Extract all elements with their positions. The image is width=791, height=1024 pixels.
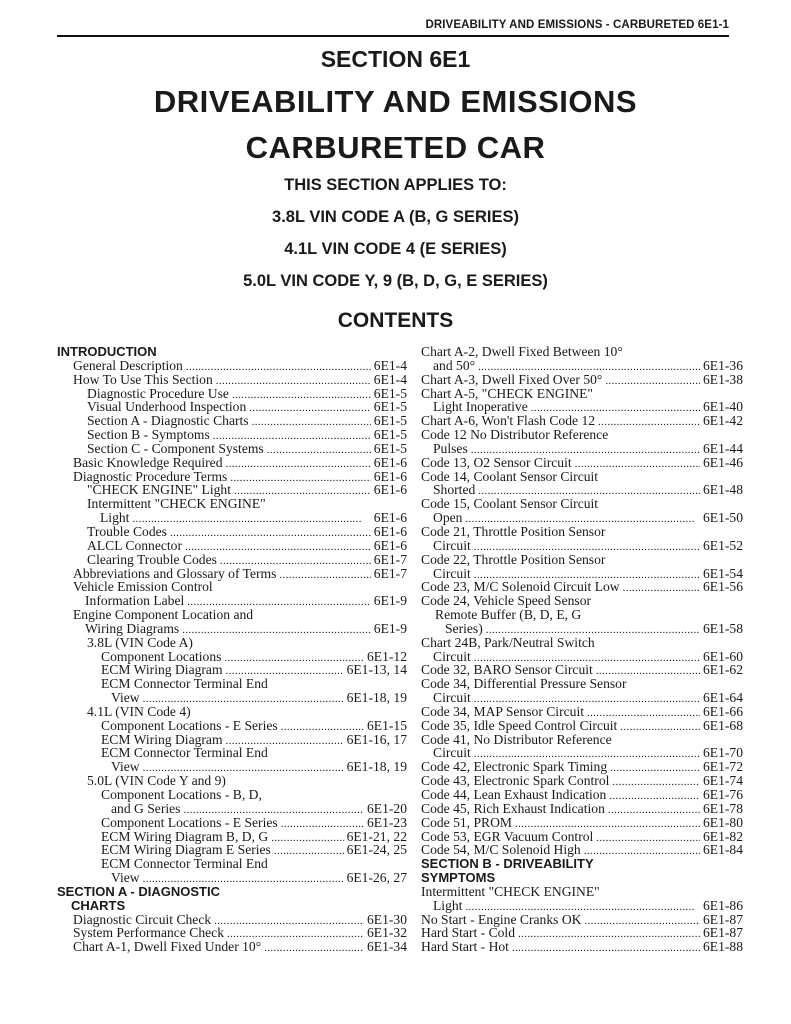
toc-entry-title: Clearing Trouble Codes bbox=[87, 551, 217, 567]
toc-entry-title: Trouble Codes bbox=[87, 523, 167, 539]
engine-line: 3.8L VIN CODE A (B, G SERIES) bbox=[272, 208, 519, 226]
toc-entry-title: System Performance Check bbox=[73, 925, 224, 941]
toc-page-number: 6E1-6 bbox=[373, 482, 407, 498]
toc-entry bbox=[57, 926, 407, 940]
toc-page-number: 6E1-76 bbox=[702, 787, 743, 802]
toc-entry bbox=[421, 567, 743, 581]
toc-entry-title: Pulses bbox=[433, 440, 468, 456]
toc-page-number: 6E1-84 bbox=[702, 842, 743, 858]
toc-entry-title: Circuit bbox=[433, 745, 471, 761]
toc-entry bbox=[421, 608, 743, 622]
toc-entry bbox=[57, 428, 407, 442]
toc-entry-title: ECM Connector Terminal End bbox=[101, 676, 268, 692]
toc-page-number: 6E1-16, 17 bbox=[346, 731, 407, 747]
toc-left-column bbox=[57, 345, 407, 954]
toc-entry bbox=[57, 511, 407, 525]
toc-entry-title: Basic Knowledge Required bbox=[73, 454, 223, 470]
toc-page-number: 6E1-5 bbox=[373, 413, 407, 429]
toc-page-number: 6E1-62 bbox=[702, 662, 743, 678]
toc-entry-title: ECM Connector Terminal End bbox=[101, 745, 268, 761]
toc-entry bbox=[57, 359, 407, 373]
toc-entry-title: Hard Start - Cold bbox=[421, 925, 516, 941]
toc-page-number: 6E1-9 bbox=[373, 620, 407, 636]
toc-page-number: 6E1-88 bbox=[702, 939, 743, 955]
toc-page-number: 6E1-82 bbox=[702, 828, 743, 844]
toc-entry-title: Section A - Diagnostic Charts bbox=[87, 413, 249, 429]
contents-heading: CONTENTS bbox=[337, 309, 454, 332]
toc-section-heading: CHARTS bbox=[71, 897, 126, 913]
toc-entry bbox=[421, 774, 743, 788]
toc-entry bbox=[57, 691, 407, 705]
toc-section-heading: SECTION B - DRIVEABILITY bbox=[421, 856, 594, 872]
toc-entry bbox=[57, 650, 407, 664]
toc-entry-title: Chart A-1, Dwell Fixed Under 10° bbox=[73, 939, 262, 955]
toc-entry-title: Code 22, Throttle Position Sensor bbox=[421, 551, 606, 567]
toc-entry-title: Code 41, No Distributor Reference bbox=[421, 731, 612, 747]
toc-entry bbox=[421, 622, 743, 636]
toc-entry bbox=[421, 483, 743, 497]
toc-page-number: 6E1-60 bbox=[702, 648, 743, 664]
toc-entry bbox=[57, 539, 407, 553]
toc-entry-title: Code 34, Differential Pressure Sensor bbox=[421, 676, 627, 692]
toc-page-number: 6E1-6 bbox=[373, 537, 407, 553]
toc-entry bbox=[57, 553, 407, 567]
dot-leader bbox=[623, 580, 700, 596]
toc-entry bbox=[57, 830, 407, 844]
toc-entry bbox=[421, 650, 743, 664]
toc-section-heading: SYMPTOMS bbox=[421, 870, 496, 886]
toc-entry bbox=[421, 511, 743, 525]
dot-leader bbox=[274, 843, 344, 859]
toc-entry-title: Abbreviations and Glossary of Terms bbox=[73, 565, 277, 581]
toc-entry bbox=[57, 567, 407, 581]
toc-page-number: 6E1-30 bbox=[366, 911, 407, 927]
toc-entry-title: Component Locations bbox=[101, 648, 222, 664]
toc-entry-title: Visual Underhood Inspection bbox=[87, 399, 247, 415]
toc-entry bbox=[57, 677, 407, 691]
toc-entry-title: Code 45, Rich Exhaust Indication bbox=[421, 800, 605, 816]
toc-entry bbox=[421, 470, 743, 484]
toc-entry bbox=[57, 400, 407, 414]
toc-entry bbox=[421, 359, 743, 373]
toc-page-number: 6E1-7 bbox=[373, 551, 407, 567]
toc-entry-title: Component Locations - B, D, bbox=[101, 787, 262, 802]
toc-entry bbox=[421, 899, 743, 913]
toc-entry bbox=[421, 497, 743, 511]
toc-page-number: 6E1-18, 19 bbox=[346, 690, 407, 706]
toc-entry-title: Remote Buffer (B, D, E, G bbox=[435, 607, 582, 623]
toc-entry-title: Code 53, EGR Vacuum Control bbox=[421, 828, 594, 844]
toc-page-number: 6E1-21, 22 bbox=[346, 828, 407, 844]
toc-page-number: 6E1-12 bbox=[366, 648, 407, 664]
toc-entry-title: ECM Wiring Diagram E Series bbox=[101, 842, 271, 858]
toc-entry-title: General Description bbox=[73, 357, 183, 373]
toc-page-number: 6E1-50 bbox=[702, 510, 743, 526]
toc-entry-title: Diagnostic Circuit Check bbox=[73, 911, 212, 927]
dot-leader bbox=[620, 719, 700, 735]
toc-entry-title: Section B - Symptoms bbox=[87, 427, 210, 443]
dot-leader bbox=[512, 940, 700, 956]
toc-entry bbox=[57, 913, 407, 927]
toc-entry-title: and G Series bbox=[111, 800, 181, 816]
dot-leader bbox=[605, 373, 700, 389]
toc-entry bbox=[57, 940, 407, 954]
toc-page-number: 6E1-46 bbox=[702, 454, 743, 470]
toc-entry-title: Hard Start - Hot bbox=[421, 939, 509, 955]
engine-line: 5.0L VIN CODE Y, 9 (B, D, G, E SERIES) bbox=[243, 272, 548, 290]
section-number: SECTION 6E1 bbox=[320, 46, 471, 72]
toc-page-number: 6E1-9 bbox=[373, 593, 407, 609]
toc-entry-title: Code 15, Coolant Sensor Circuit bbox=[421, 496, 599, 512]
toc-entry-title: How To Use This Section bbox=[73, 371, 213, 387]
toc-entry-title: Diagnostic Procedure Terms bbox=[73, 468, 228, 484]
toc-page-number: 6E1-36 bbox=[702, 357, 743, 373]
toc-entry-title: Code 21, Throttle Position Sensor bbox=[421, 523, 606, 539]
toc-entry bbox=[57, 373, 407, 387]
dot-leader bbox=[584, 843, 700, 859]
toc-page-number: 6E1-34 bbox=[366, 939, 407, 955]
toc-entry-title: Intermittent "CHECK ENGINE" bbox=[87, 496, 266, 512]
toc-entry bbox=[57, 774, 407, 788]
toc-page-number: 6E1-64 bbox=[702, 690, 743, 706]
toc-entry bbox=[57, 580, 407, 594]
toc-entry-title: "CHECK ENGINE" Light bbox=[87, 482, 232, 498]
toc-page-number: 6E1-20 bbox=[366, 800, 407, 816]
toc-entry-title: Chart A-2, Dwell Fixed Between 10° bbox=[421, 344, 623, 359]
toc-entry bbox=[421, 746, 743, 760]
toc-page-number: 6E1-87 bbox=[702, 911, 743, 927]
toc-entry-title: 5.0L (VIN Code Y and 9) bbox=[87, 773, 226, 789]
toc-entry bbox=[421, 691, 743, 705]
toc-entry bbox=[57, 387, 407, 401]
toc-entry-title: Chart 24B, Park/Neutral Switch bbox=[421, 634, 595, 650]
toc-entry-title: Code 23, M/C Solenoid Circuit Low bbox=[421, 579, 620, 595]
running-head: DRIVEABILITY AND EMISSIONS - CARBURETED 6E1-1 bbox=[425, 19, 729, 31]
toc-page-number: 6E1-78 bbox=[702, 800, 743, 816]
toc-entry-title: Code 51, PROM bbox=[421, 814, 513, 830]
toc-page-number: 6E1-13, 14 bbox=[346, 662, 407, 678]
toc-entry bbox=[57, 802, 407, 816]
toc-entry-title: Component Locations - E Series bbox=[101, 717, 278, 733]
toc-entry-title: Section C - Component Systems bbox=[87, 440, 264, 456]
toc-page-number: 6E1-4 bbox=[373, 357, 407, 373]
toc-entry bbox=[421, 539, 743, 553]
toc-page-number: 6E1-66 bbox=[702, 703, 743, 719]
toc-page-number: 6E1-26, 27 bbox=[346, 870, 407, 886]
toc-entry-title: Shorted bbox=[433, 482, 476, 498]
toc-entry-title: View bbox=[111, 690, 140, 706]
toc-page-number: 6E1-68 bbox=[702, 717, 743, 733]
toc-entry bbox=[421, 553, 743, 567]
toc-entry bbox=[421, 400, 743, 414]
toc-entry bbox=[421, 525, 743, 539]
toc-entry bbox=[421, 843, 743, 857]
toc-entry-title: Wiring Diagrams bbox=[85, 620, 180, 636]
toc-page-number: 6E1-40 bbox=[702, 399, 743, 415]
toc-entry bbox=[421, 345, 743, 359]
toc-entry bbox=[421, 387, 743, 401]
toc-page-number: 6E1-4 bbox=[373, 371, 407, 387]
toc-entry bbox=[421, 677, 743, 691]
toc-page-number: 6E1-5 bbox=[373, 440, 407, 456]
toc-entry bbox=[57, 719, 407, 733]
toc-entry-title: Code 43, Electronic Spark Control bbox=[421, 773, 610, 789]
toc-entry bbox=[421, 456, 743, 470]
toc-entry-title: Intermittent "CHECK ENGINE" bbox=[421, 883, 600, 899]
toc-entry bbox=[421, 926, 743, 940]
toc-entry-title: Code 54, M/C Solenoid High bbox=[421, 842, 581, 858]
toc-entry bbox=[421, 414, 743, 428]
engine-line: 4.1L VIN CODE 4 (E SERIES) bbox=[284, 240, 507, 258]
toc-entry-title: Series) bbox=[445, 620, 483, 636]
toc-entry-title: and 50° bbox=[433, 357, 476, 373]
toc-entry-title: Circuit bbox=[433, 648, 471, 664]
toc-entry-title: ECM Wiring Diagram bbox=[101, 662, 223, 678]
toc-page-number: 6E1-54 bbox=[702, 565, 743, 581]
toc-section-heading: SECTION A - DIAGNOSTIC bbox=[57, 883, 220, 899]
toc-page-number: 6E1-5 bbox=[373, 385, 407, 401]
toc-entry bbox=[57, 733, 407, 747]
toc-entry-title: Code 12 No Distributor Reference bbox=[421, 427, 609, 443]
toc-entry bbox=[57, 594, 407, 608]
toc-entry bbox=[421, 733, 743, 747]
header-rule bbox=[57, 35, 729, 37]
toc-entry-title: ECM Wiring Diagram B, D, G bbox=[101, 828, 269, 844]
toc-entry bbox=[57, 871, 407, 885]
toc-entry-title: View bbox=[111, 870, 140, 886]
toc-entry-title: Code 24, Vehicle Speed Sensor bbox=[421, 593, 592, 609]
toc-entry-title: 4.1L (VIN Code 4) bbox=[87, 703, 191, 719]
toc-entry bbox=[57, 525, 407, 539]
toc-entry bbox=[421, 428, 743, 442]
dot-leader bbox=[264, 940, 364, 956]
dot-leader bbox=[182, 622, 371, 638]
toc-entry bbox=[57, 760, 407, 774]
toc-entry-title: 3.8L (VIN Code A) bbox=[87, 634, 193, 650]
toc-entry-title: Information Label bbox=[85, 593, 185, 609]
toc-entry-title: Engine Component Location and bbox=[73, 607, 254, 623]
toc-page-number: 6E1-74 bbox=[702, 773, 743, 789]
toc-page-number: 6E1-58 bbox=[702, 620, 743, 636]
toc-page-number: 6E1-6 bbox=[373, 468, 407, 484]
toc-entry bbox=[57, 456, 407, 470]
dot-leader bbox=[279, 567, 370, 583]
toc-page-number: 6E1-6 bbox=[373, 510, 407, 526]
toc-page-number: 6E1-48 bbox=[702, 482, 743, 498]
toc-entry-title: Component Locations - E Series bbox=[101, 814, 278, 830]
toc-entry bbox=[57, 470, 407, 484]
toc-entry-title: ECM Connector Terminal End bbox=[101, 856, 268, 872]
toc-entry-title: No Start - Engine Cranks OK bbox=[421, 911, 582, 927]
toc-entry bbox=[421, 580, 743, 594]
toc-entry bbox=[421, 705, 743, 719]
toc-entry-title: Code 34, MAP Sensor Circuit bbox=[421, 703, 584, 719]
toc-page-number: 6E1-52 bbox=[702, 537, 743, 553]
toc-entry-title: Light Inoperative bbox=[433, 399, 528, 415]
toc-page-number: 6E1-15 bbox=[366, 717, 407, 733]
toc-entry-title: Chart A-6, Won't Flash Code 12 bbox=[421, 413, 596, 429]
toc-page-number: 6E1-70 bbox=[702, 745, 743, 761]
page-title-line1: DRIVEABILITY AND EMISSIONS bbox=[153, 84, 638, 119]
toc-entry bbox=[57, 442, 407, 456]
applies-to-heading: THIS SECTION APPLIES TO: bbox=[284, 176, 507, 194]
toc-entry bbox=[421, 636, 743, 650]
toc-entry bbox=[421, 940, 743, 954]
toc-page-number: 6E1-87 bbox=[702, 925, 743, 941]
toc-entry-title: Open bbox=[433, 510, 463, 526]
toc-page-number: 6E1-44 bbox=[702, 440, 743, 456]
toc-page-number: 6E1-72 bbox=[702, 759, 743, 775]
toc-entry-title: Vehicle Emission Control bbox=[73, 579, 213, 595]
toc-right-column bbox=[421, 345, 743, 954]
toc-page-number: 6E1-6 bbox=[373, 523, 407, 539]
toc-entry bbox=[421, 373, 743, 387]
toc-entry bbox=[57, 497, 407, 511]
toc-entry-title: Code 32, BARO Sensor Circuit bbox=[421, 662, 593, 678]
toc-entry-title: Light bbox=[100, 510, 130, 526]
toc-entry bbox=[421, 760, 743, 774]
page-title-line2: CARBURETED CAR bbox=[245, 130, 546, 165]
toc-page-number: 6E1-5 bbox=[373, 399, 407, 415]
toc-entry bbox=[421, 885, 743, 899]
toc-entry bbox=[57, 746, 407, 760]
toc-entry bbox=[421, 913, 743, 927]
toc-page-number: 6E1-42 bbox=[702, 413, 743, 429]
toc-page-number: 6E1-23 bbox=[366, 814, 407, 830]
toc-entry bbox=[57, 414, 407, 428]
toc-entry bbox=[57, 705, 407, 719]
toc-entry-title: ECM Wiring Diagram bbox=[101, 731, 223, 747]
toc-page-number: 6E1-56 bbox=[702, 579, 743, 595]
toc-entry bbox=[421, 719, 743, 733]
toc-entry bbox=[57, 788, 407, 802]
toc-page-number: 6E1-32 bbox=[366, 925, 407, 941]
toc-entry bbox=[421, 663, 743, 677]
toc-entry-title: Circuit bbox=[433, 537, 471, 553]
toc-page-number: 6E1-5 bbox=[373, 427, 407, 443]
toc-entry bbox=[57, 608, 407, 622]
toc-entry bbox=[57, 663, 407, 677]
toc-entry-title: Code 35, Idle Speed Control Circuit bbox=[421, 717, 618, 733]
toc-page-number: 6E1-80 bbox=[702, 814, 743, 830]
toc-entry bbox=[421, 830, 743, 844]
toc-entry bbox=[421, 802, 743, 816]
toc-entry bbox=[421, 788, 743, 802]
toc-entry bbox=[57, 622, 407, 636]
toc-page-number: 6E1-86 bbox=[702, 897, 743, 913]
toc-page-number: 6E1-38 bbox=[702, 371, 743, 387]
toc-entry-title: Chart A-5, "CHECK ENGINE" bbox=[421, 385, 593, 401]
toc-entry-title: Light bbox=[433, 897, 463, 913]
toc-page-number: 6E1-18, 19 bbox=[346, 759, 407, 775]
toc-page-number: 6E1-6 bbox=[373, 454, 407, 470]
toc-entry-title: Circuit bbox=[433, 565, 471, 581]
toc-entry-title: Code 14, Coolant Sensor Circuit bbox=[421, 468, 599, 484]
toc-entry bbox=[57, 816, 407, 830]
toc-section-heading: INTRODUCTION bbox=[57, 344, 157, 359]
toc-entry bbox=[57, 857, 407, 871]
toc-page-number: 6E1-24, 25 bbox=[346, 842, 407, 858]
toc-entry-title: Chart A-3, Dwell Fixed Over 50° bbox=[421, 371, 603, 387]
toc-entry-title: Code 13, O2 Sensor Circuit bbox=[421, 454, 572, 470]
toc-entry-title: View bbox=[111, 759, 140, 775]
toc-entry-title: Code 44, Lean Exhaust Indication bbox=[421, 787, 607, 802]
toc-entry bbox=[421, 442, 743, 456]
toc-entry bbox=[421, 594, 743, 608]
toc-entry-title: Code 42, Electronic Spark Timing bbox=[421, 759, 608, 775]
toc-entry bbox=[57, 636, 407, 650]
toc-page-number: 6E1-7 bbox=[373, 565, 407, 581]
toc-entry-title: Circuit bbox=[433, 690, 471, 706]
toc-entry bbox=[57, 483, 407, 497]
toc-entry-title: Diagnostic Procedure Use bbox=[87, 385, 229, 401]
toc-entry bbox=[57, 843, 407, 857]
toc-entry bbox=[421, 816, 743, 830]
dot-leader bbox=[598, 414, 700, 430]
toc-entry-title: ALCL Connector bbox=[87, 537, 183, 553]
